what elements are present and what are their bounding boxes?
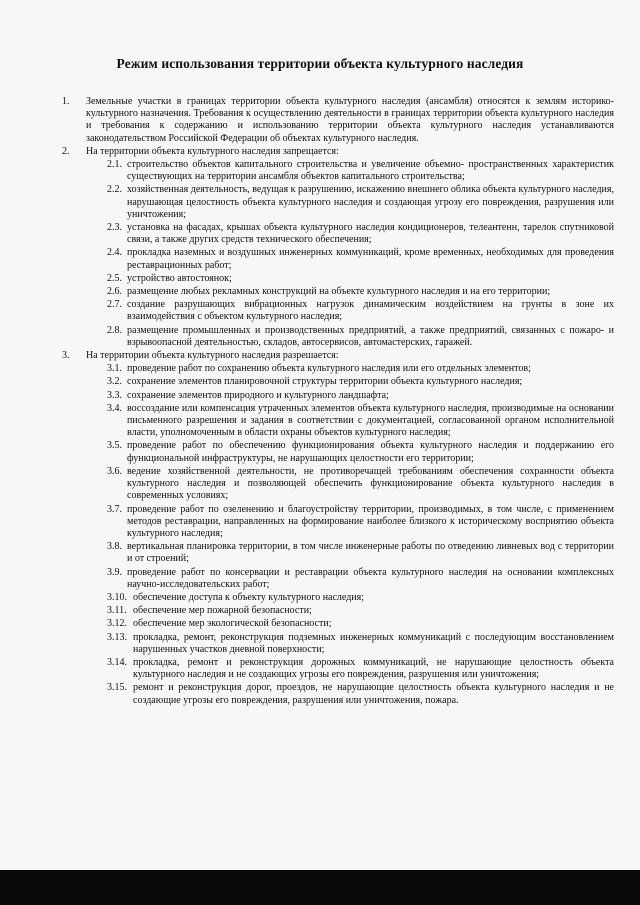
sub-list-item-number: 2.1. bbox=[107, 159, 122, 171]
sub-list-item-text: проведение работ по озеленению и благоустройству территории, производимых, в том числе, с применением методов реставрации, направленных на формирование наиболее близкого к историческому восприятию объекта культурного наследия; bbox=[127, 503, 614, 539]
sub-list-item-number: 3.14. bbox=[107, 656, 127, 668]
sub-list-item-number: 3.12. bbox=[107, 618, 127, 630]
sub-list-item bbox=[107, 363, 614, 375]
sub-list-item bbox=[107, 273, 614, 285]
sub-list-item bbox=[107, 376, 614, 388]
sub-list-item-text: ремонт и реконструкция дорог, проездов, не нарушающие целостность объекта культурного наследия и не создающие угрозы его повреждения, разрушения или уничтожения, пожара. bbox=[133, 682, 614, 706]
sub-list-item-number: 3.8. bbox=[107, 541, 122, 553]
sub-list-item bbox=[107, 466, 614, 503]
sub-list-item-number: 3.15. bbox=[107, 682, 127, 694]
list-item-number: 2. bbox=[62, 145, 70, 157]
sub-list-item-number: 2.8. bbox=[107, 324, 122, 336]
sub-list-item bbox=[107, 159, 614, 183]
sub-list-item-text: вертикальная планировка территории, в том числе инженерные работы по отведению ливневых вод с территории и от строений; bbox=[127, 541, 614, 565]
sub-list-item-number: 2.2. bbox=[107, 184, 122, 196]
sub-list-item-number: 3.5. bbox=[107, 440, 122, 452]
document-title: Режим использования территории объекта культурного наследия bbox=[116, 56, 524, 71]
sub-list-item bbox=[107, 618, 614, 630]
sub-list-item-number: 2.3. bbox=[107, 222, 122, 234]
sub-list-item-text: размещение любых рекламных конструкций на объекте культурного наследия и на его территории; bbox=[127, 286, 551, 298]
sub-list-item bbox=[107, 390, 614, 402]
list-item bbox=[62, 350, 614, 362]
sub-list-item-text: прокладка наземных и воздушных инженерных коммуникаций, кроме временных, необходимых для проведения реставрационных работ; bbox=[127, 247, 614, 271]
sub-list-item bbox=[107, 567, 614, 591]
sub-list-item-text: строительство объектов капитального строительства и увеличение объемно- пространственных характеристик существующих на территории ансамбля объектов капитального строительства; bbox=[127, 159, 614, 183]
sub-list-item bbox=[107, 504, 614, 541]
sub-list-item-text: ведение хозяйственной деятельности, не противоречащей требованиям обеспечения сохранности объекта культурного наследия и позволяющей обеспечить функционирование объекта культурного наследия в современных условиях; bbox=[127, 465, 614, 502]
list-item-text: Земельные участки в границах территории объекта культурного наследия (ансамбля) относятся к землям историко-культурного назначения. Требования к осуществлению деятельности в границах территории объекта культурного наследия и требования к содержанию и использованию территории объекта культурного наследия устанавливаются законодательством Российской Федерации об объектах культурного наследия. bbox=[86, 96, 614, 144]
sub-list-item bbox=[107, 657, 614, 681]
sub-list-item-text: прокладка, ремонт, реконструкция подземных инженерных коммуникаций с последующим восстановлением нарушенных участков дневной поверхности; bbox=[133, 631, 614, 655]
sub-list-item-number: 3.4. bbox=[107, 402, 122, 414]
sub-list-item-number: 3.1. bbox=[107, 363, 122, 375]
list-item-number: 3. bbox=[62, 350, 70, 362]
sub-list-item bbox=[107, 592, 614, 604]
sub-list-item-number: 3.13. bbox=[107, 631, 127, 643]
sub-list-item-text: проведение работ по сохранению объекта культурного наследия или его отдельных элементов; bbox=[127, 363, 531, 375]
document-body bbox=[62, 96, 614, 708]
list-item bbox=[62, 146, 614, 158]
list-item-number: 1. bbox=[62, 96, 70, 107]
sub-list-item-text: размещение промышленных и производственных предприятий, а также предприятий, связанных с пожаро- и взрывоопасной деятельностью, складов, автосервисов, автомастерских, гаражей. bbox=[127, 324, 614, 348]
sub-list-item bbox=[107, 605, 614, 617]
sub-list-item bbox=[107, 325, 614, 349]
sub-list-item-text: создание разрушающих вибрационных нагрузок динамическим воздействием на грунты в зоне их взаимодействия с объектом культурного наследия; bbox=[127, 299, 614, 323]
sub-list-item bbox=[107, 541, 614, 565]
sub-list-item-number: 2.4. bbox=[107, 247, 122, 259]
scan-border bbox=[0, 870, 640, 905]
sub-list-item bbox=[107, 682, 614, 706]
sub-list-item bbox=[107, 286, 614, 298]
sub-list-item-text: проведение работ по обеспечению функционирования объекта культурного наследия и поддержанию его функциональной инфраструктуры, не нарушающих целостности его территории; bbox=[127, 440, 614, 464]
sub-list-item-number: 3.2. bbox=[107, 376, 122, 388]
sub-list-item-text: хозяйственная деятельность, ведущая к разрушению, искажению внешнего облика объекта культурного наследия, нарушающая целостность объекта культурного наследия и создающая угрозу его повреждения, разрушения или уничтожения; bbox=[127, 184, 614, 220]
sub-list-item-number: 2.6. bbox=[107, 286, 122, 298]
sub-list-item bbox=[107, 632, 614, 656]
sub-list-item-text: проведение работ по консервации и реставрации объекта культурного наследия на основании комплексных научно-исследовательских работ; bbox=[127, 566, 614, 590]
sub-list-item-number: 3.9. bbox=[107, 566, 122, 578]
sub-list-item-number: 3.10. bbox=[107, 591, 127, 603]
sub-list-item-number: 2.5. bbox=[107, 272, 122, 284]
sub-list-item-text: сохранение элементов природного и культурного ландшафта; bbox=[127, 389, 389, 401]
list-item bbox=[62, 96, 614, 145]
list-item-text: На территории объекта культурного наследия разрешается: bbox=[86, 350, 339, 362]
sub-list-item-text: воссоздание или компенсация утраченных элементов объекта культурного наследия, производимые на основании письменного разрешения и задания в соответствии с документацией, согласованной органом исполнительной власти, уполномоченным в области охраны объектов культурного наследия; bbox=[127, 402, 614, 439]
sub-list-item-number: 3.7. bbox=[107, 503, 122, 515]
sub-list-item-number: 3.6. bbox=[107, 465, 122, 477]
sub-list-item-text: устройство автостоянок; bbox=[127, 272, 232, 284]
sub-list-item-text: сохранение элементов планировочной структуры территории объекта культурного наследия; bbox=[127, 376, 523, 388]
sub-list-item bbox=[107, 222, 614, 246]
sub-list-item bbox=[107, 247, 614, 271]
sub-list-item bbox=[107, 440, 614, 464]
sub-list-item-text: прокладка, ремонт и реконструкция дорожных коммуникаций, не нарушающие целостность объекта культурного наследия и не создающих угрозы его повреждения, разрушения или уничтожения; bbox=[133, 656, 614, 681]
list-item-text: На территории объекта культурного наследия запрещается: bbox=[86, 145, 339, 157]
sub-list-item-number: 3.11. bbox=[107, 605, 127, 617]
sub-list-item-text: обеспечение доступа к объекту культурного наследия; bbox=[133, 591, 365, 603]
sub-list-item bbox=[107, 403, 614, 440]
sub-list-item-number: 2.7. bbox=[107, 299, 122, 311]
sub-list-item bbox=[107, 299, 614, 323]
sub-list-item-text: установка на фасадах, крышах объекта культурного наследия кондиционеров, телеантенн, тарелок спутниковой связи, а также других средств технического обеспечения; bbox=[127, 222, 614, 246]
sub-list-item-number: 3.3. bbox=[107, 389, 122, 401]
sub-list-item bbox=[107, 184, 614, 221]
sub-list-item-text: обеспечение мер экологической безопасности; bbox=[133, 618, 332, 630]
sub-list-item-text: обеспечение мер пожарной безопасности; bbox=[133, 605, 312, 617]
